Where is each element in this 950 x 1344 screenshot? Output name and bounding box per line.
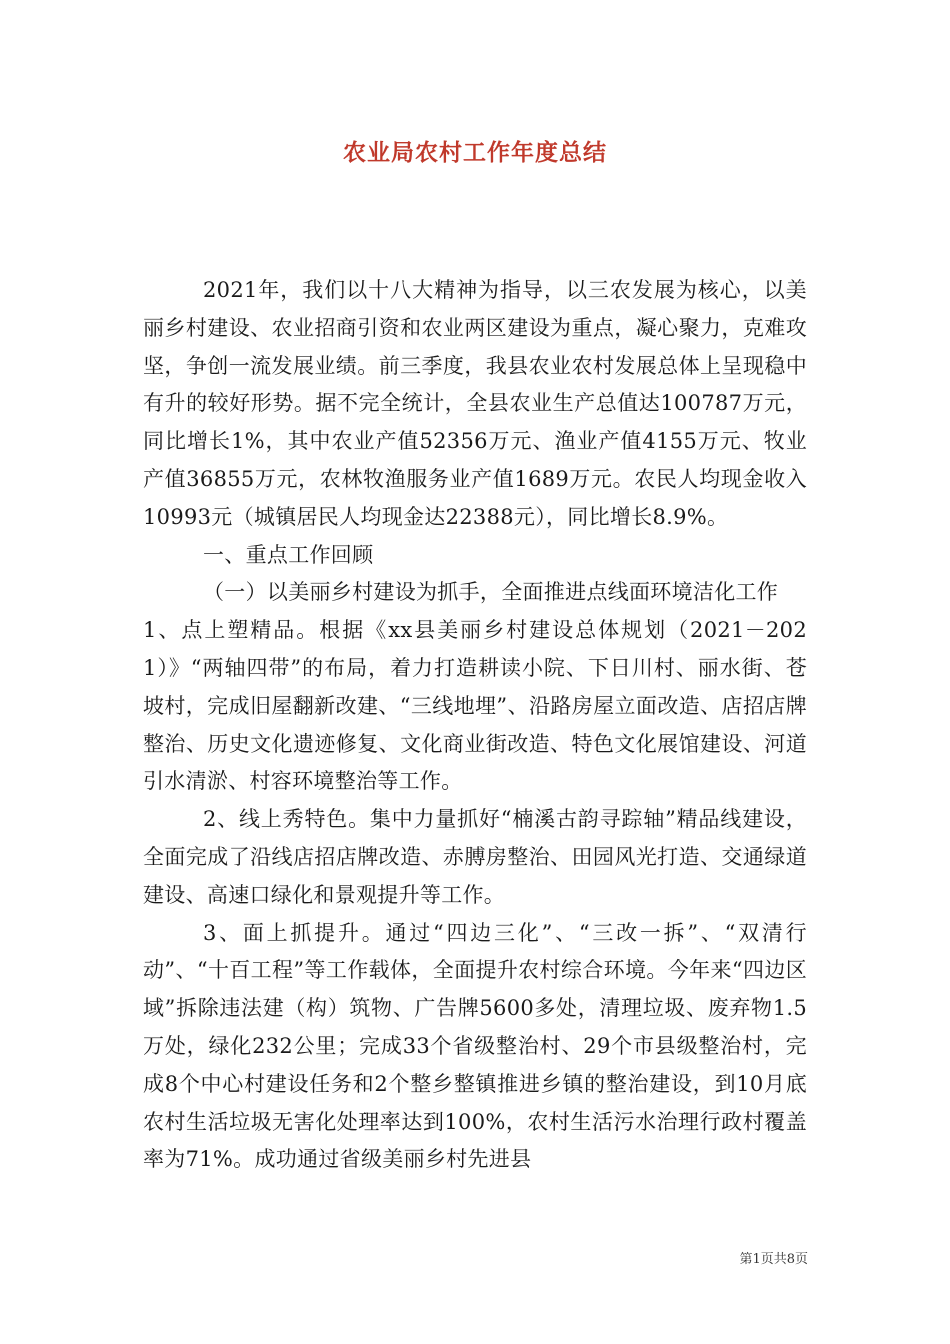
paragraph-line: 2、线上秀特色。集中力量抓好“楠溪古韵寻踪轴”精品线建设，全面完成了沿线店招店牌改造、赤膊房整治、田园风光打造、交通绿道建设、高速口绿化和景观提升等工作。 bbox=[143, 807, 807, 907]
section-heading: 一、重点工作回顾 bbox=[203, 542, 374, 567]
paragraph-intro: 2021年，我们以十八大精神为指导，以三农发展为核心，以美丽乡村建设、农业招商引资和农业两区建设为重点，凝心聚力，克难攻坚，争创一流发展业绩。前三季度，我县农业农村发展总体上呈现稳中有升的较好形势。据不完全统计，全县农业生产总值达100787万元，同比增长1%，其中农业产值52356万元、渔业产值4155万元、牧业产值36855万元，农林牧渔服务业产值1689万元。农民人均现金收入10993元（城镇居民人均现金达22388元），同比增长8.9%。 bbox=[143, 278, 807, 529]
document-title: 农业局农村工作年度总结 bbox=[343, 140, 607, 166]
page-number: 第1页共8页 bbox=[739, 1252, 808, 1267]
document-body bbox=[143, 272, 807, 1179]
paragraph-area: 3、面上抓提升。通过“四边三化”、“三改一拆”、“双清行动”、“十百工程”等工作载体，全面提升农村综合环境。今年来“四边区域”拆除违法建（构）筑物、广告牌5600多处，清理垃圾、废弃物1.5万处，绿化232公里；完成33个省级整治村、29个市县级整治村，完成8个中心村建设任务和2个整乡整镇推进乡镇的整治建设，到10月底农村生活垃圾无害化处理率达到100%，农村生活污水治理行政村覆盖率为71%。成功通过省级美丽乡村先进县 bbox=[143, 920, 807, 1172]
subsection-heading: （一）以美丽乡村建设为抓手，全面推进点线面环境洁化工作 bbox=[203, 580, 779, 605]
paragraph-point: 1、点上塑精品。根据《xx县美丽乡村建设总体规划（2021－2021）》“两轴四带”的布局，着力打造耕读小院、下日川村、丽水街、苍坡村，完成旧屋翻新改建、“三线地埋”、沿路房屋立面改造、店招店牌整治、历史文化遗迹修复、文化商业街改造、特色文化展馆建设、河道引水清淤、村容环境整治等工作。 bbox=[143, 618, 807, 794]
